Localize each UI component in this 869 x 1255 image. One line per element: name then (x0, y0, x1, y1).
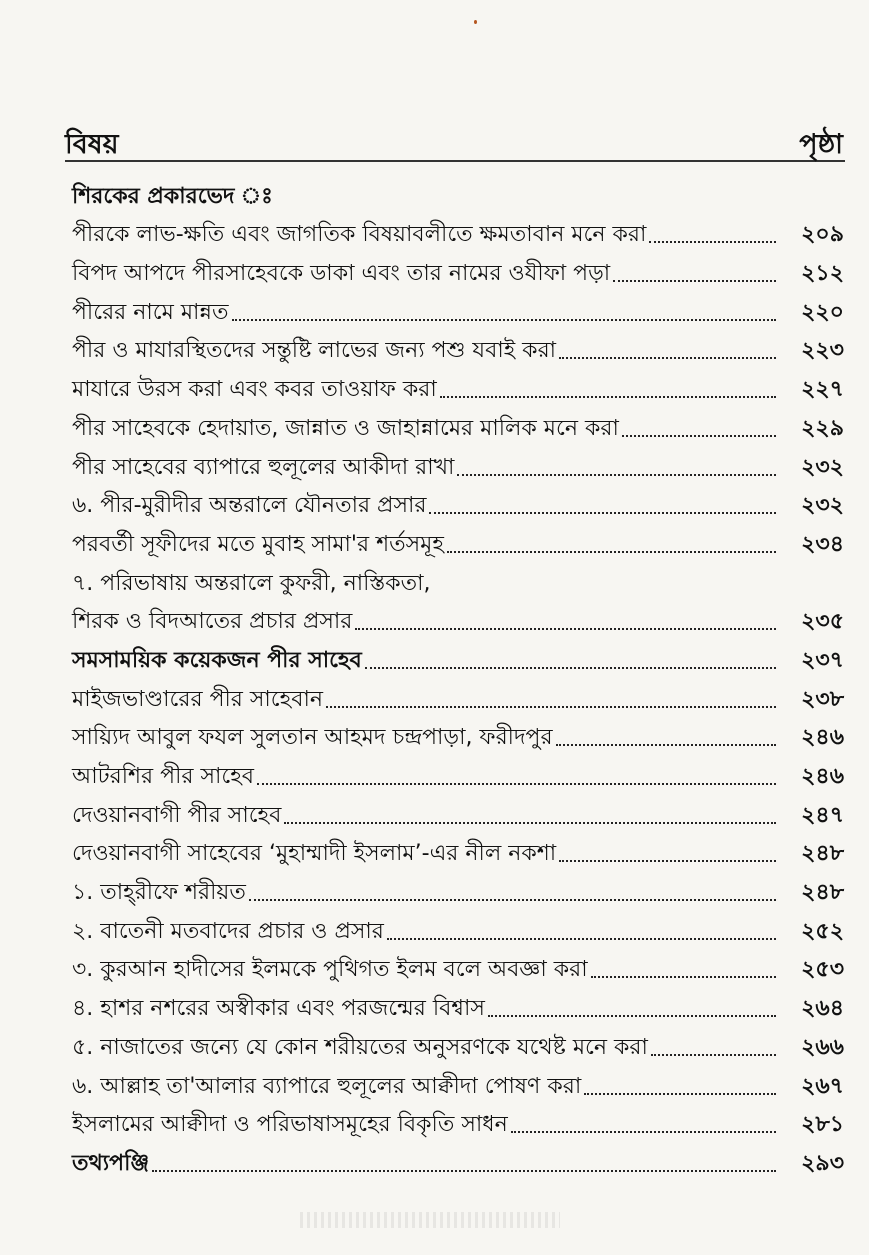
toc-entry-title: ৬. পীর-মুরীদীর অন্তরালে যৌনতার প্রসার (72, 493, 427, 519)
toc-entry-page-number: ২২৭ (801, 377, 844, 403)
toc-entry-title: শিরকের প্রকারভেদ ঃ (72, 183, 273, 209)
toc-entry (72, 1023, 844, 1062)
toc-entry (72, 636, 844, 675)
toc-entry (72, 482, 844, 521)
toc-entry (72, 907, 844, 946)
toc-entry-page-number: ২২০ (801, 299, 844, 325)
toc-entry-page-number: ২৩৪ (801, 531, 844, 557)
page-column-label: পৃষ্ঠা (799, 129, 843, 160)
dot-leader (249, 899, 776, 901)
subject-column-label: বিষয় (65, 129, 119, 160)
toc-entry (72, 946, 844, 985)
toc-entry-page-number: ২৩২ (801, 493, 844, 519)
toc-entry-page-number: ২৪৬ (801, 725, 844, 751)
toc-entry (72, 1139, 844, 1178)
toc-entry-page-number: ২৮১ (801, 1112, 844, 1138)
toc-entry-title: আটরশির পীর সাহেব (72, 764, 255, 789)
toc-entry (72, 598, 844, 637)
toc-entry (72, 1062, 844, 1101)
dot-leader (365, 667, 776, 669)
table-of-contents (72, 172, 844, 1178)
dot-leader (613, 280, 776, 282)
toc-entry-page-number: ২৪৮ (801, 880, 844, 906)
toc-entry-page-number: ২১২ (801, 261, 844, 287)
toc-entry (72, 249, 844, 288)
toc-entry-page-number: ২৬৬ (801, 1034, 844, 1060)
dot-leader (440, 396, 776, 398)
toc-entry (72, 172, 844, 211)
toc-entry-title: পীর ও মাযারস্থিতদের সন্তুষ্টি লাভের জন্য পশু যবাই করা (72, 338, 557, 364)
toc-entry-page-number: ২৪৬ (801, 764, 844, 789)
toc-entry-title: পীরের নামে মান্নত (72, 299, 229, 325)
toc-entry-title: দেওয়ানবাগী সাহেবের ‘মুহাম্মাদী ইসলাম’-এর নীল নকশা (72, 841, 557, 867)
toc-entry (72, 288, 844, 327)
toc-entry-title: ইসলামের আক্বীদা ও পরিভাষাসমূহের বিকৃতি সাধন (72, 1112, 508, 1138)
toc-entry-title: পীর সাহেবের ব্যাপারে হুলূলের আকীদা রাখা (72, 454, 455, 480)
toc-entry-title: ৭. পরিভাষায় অন্তরালে কুফরী, নাস্তিকতা, (72, 570, 431, 596)
toc-entry-page-number: ২৩২ (801, 454, 844, 480)
toc-entry (72, 714, 844, 753)
toc-entry-title: ১. তাহ্‌রীফে শরীয়ত (72, 880, 246, 906)
dot-leader (152, 1170, 776, 1172)
dot-leader (651, 1054, 776, 1056)
toc-entry-title: ৬. আল্লাহ তা'আলার ব্যাপারে হুলূলের আক্বীদা পোষণ করা (72, 1073, 582, 1099)
toc-entry-title: ৫. নাজাতের জন্যে যে কোন শরীয়তের অনুসরণকে যথেষ্ট মনে করা (72, 1034, 648, 1060)
toc-entry (72, 443, 844, 482)
toc-entry (72, 830, 844, 869)
toc-entry-page-number: ২৬৪ (801, 996, 844, 1022)
dot-leader (284, 822, 776, 824)
toc-entry (72, 675, 844, 714)
toc-entry (72, 211, 844, 250)
toc-entry-page-number: ২৩৭ (801, 647, 844, 673)
toc-entry-page-number: ২৫৩ (801, 957, 844, 983)
toc-entry (72, 791, 844, 830)
toc-entry-page-number: ২২৯ (801, 415, 844, 441)
toc-entry-title: ৩. কুরআন হাদীসের ইলমকে পুথিগত ইলম বলে অবজ্ঞা করা (72, 957, 588, 983)
dot-leader (622, 435, 776, 437)
toc-entry-title: সায়্যিদ আবুল ফযল সুলতান আহমদ চন্দ্রপাড়া, ফরীদপুর (72, 725, 553, 751)
toc-entry-page-number: ২০৯ (801, 222, 844, 248)
toc-entry-page-number: ২২৩ (801, 338, 844, 364)
toc-header (65, 118, 845, 162)
toc-entry-title: ৪. হাশর নশরের অস্বীকার এবং পরজন্মের বিশ্বাস (72, 996, 485, 1022)
toc-entry-title: পীর সাহেবকে হেদায়াত, জান্নাত ও জাহান্নামের মালিক মনে করা (72, 415, 619, 441)
dot-leader (559, 357, 776, 359)
dot-leader (556, 744, 776, 746)
toc-entry-title: শিরক ও বিদআতের প্রচার প্রসার (72, 609, 353, 635)
toc-entry (72, 365, 844, 404)
ink-speck (474, 20, 477, 24)
toc-entry-title: তথ্যপঞ্জি (72, 1150, 150, 1176)
faded-print-mark (300, 1212, 560, 1228)
dot-leader (559, 860, 776, 862)
toc-entry-page-number: ২৯৩ (801, 1150, 844, 1176)
dot-leader (649, 241, 776, 243)
toc-entry (72, 984, 844, 1023)
dot-leader (584, 1093, 776, 1095)
dot-leader (488, 1015, 776, 1017)
toc-entry (72, 868, 844, 907)
dot-leader (511, 1131, 776, 1133)
dot-leader (387, 938, 776, 940)
toc-entry-title: মাইজভাণ্ডারের পীর সাহেবান (72, 686, 323, 712)
dot-leader (429, 512, 776, 514)
toc-entry (72, 1101, 844, 1140)
toc-entry-title: মাযারে উরস করা এবং কবর তাওয়াফ করা (72, 377, 437, 403)
dot-leader (457, 474, 776, 476)
dot-leader (447, 551, 776, 553)
toc-entry-title: দেওয়ানবাগী পীর সাহেব (72, 802, 282, 828)
toc-entry-title: বিপদ আপদে পীরসাহেবকে ডাকা এবং তার নামের ওযীফা পড়া (72, 261, 611, 287)
toc-entry-page-number: ২৪৭ (801, 802, 844, 828)
toc-entry-title: পরবর্তী সূফীদের মতে মুবাহ সামা'র শর্তসমূহ (72, 531, 444, 557)
toc-entry (72, 327, 844, 366)
toc-entry (72, 404, 844, 443)
dot-leader (326, 706, 776, 708)
toc-entry-title: সমসাময়িক কয়েকজন পীর সাহেব (72, 647, 362, 673)
toc-entry-page-number: ২৪৮ (801, 841, 844, 867)
toc-entry-page-number: ২৬৭ (801, 1073, 844, 1099)
dot-leader (355, 628, 776, 630)
toc-entry-page-number: ২৫২ (801, 918, 844, 944)
toc-entry-page-number: ২৩৫ (801, 609, 844, 635)
toc-entry (72, 520, 844, 559)
dot-leader (257, 783, 776, 785)
dot-leader (591, 976, 776, 978)
toc-entry-title: ২. বাতেনী মতবাদের প্রচার ও প্রসার (72, 918, 384, 944)
toc-entry-page-number: ২৩৮ (801, 686, 844, 712)
toc-entry (72, 752, 844, 791)
dot-leader (232, 319, 777, 321)
toc-entry (72, 559, 844, 598)
toc-entry-title: পীরকে লাভ-ক্ষতি এবং জাগতিক বিষয়াবলীতে ক্ষমতাবান মনে করা (72, 222, 647, 248)
